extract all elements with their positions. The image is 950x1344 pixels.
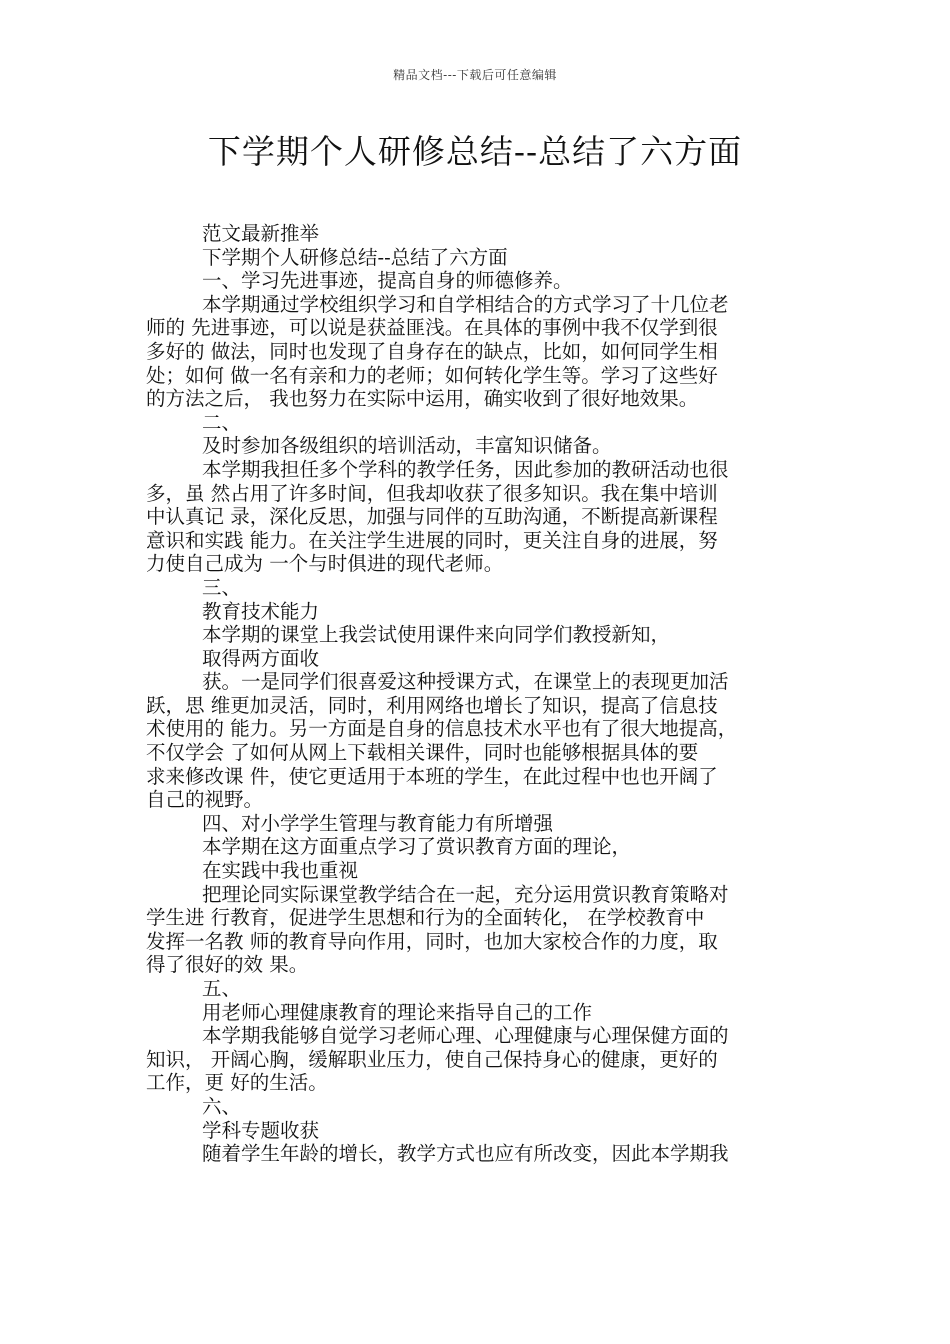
document-body [146, 222, 808, 1166]
body-line: 范文最新推举 [202, 222, 320, 245]
body-line: 处；如何 做一名有亲和力的老师；如何转化学生等。学习了这些好 [146, 363, 718, 387]
header-note: 精品文档---下载后可任意编辑 [393, 68, 557, 82]
body-line: 跃，思 维更加灵活，同时，利用网络也增长了知识，提高了信息技 [146, 693, 718, 717]
body-line: 三、 [202, 575, 242, 599]
body-line: 教育技术能力 [202, 599, 320, 623]
body-line: 用老师心理健康教育的理论来指导自己的工作 [202, 1000, 593, 1024]
body-line: 本学期我能够自觉学习老师心理、心理健康与心理保健方面的 [202, 1024, 729, 1048]
body-line: 的方法之后， 我也努力在实际中运用，确实收到了很好地效果。 [146, 387, 699, 411]
body-line: 二、 [202, 410, 242, 434]
body-line: 在实践中我也重视 [202, 859, 359, 883]
body-line: 一、学习先进事迹，提高自身的师德修养。 [202, 269, 573, 293]
body-line: 求来修改课 件，使它更适用于本班的学生，在此过程中也也开阔了 [146, 764, 718, 788]
body-line: 获。一是同学们很喜爱这种授课方式，在课堂上的表现更加活 [202, 670, 729, 694]
document-title: 下学期个人研修总结--总结了六方面 [207, 132, 743, 171]
body-line: 本学期通过学校组织学习和自学相结合的方式学习了十几位老 [202, 292, 729, 316]
body-line: 本学期在这方面重点学习了赏识教育方面的理论， [202, 835, 632, 859]
body-line: 多好的 做法，同时也发现了自身存在的缺点，比如，如何同学生相 [146, 339, 718, 363]
body-line: 随着学生年龄的增长，教学方式也应有所改变，因此本学期我 [202, 1142, 729, 1166]
body-line: 发挥一名教 师的教育导向作用，同时，也加大家校合作的力度，取 [146, 929, 718, 953]
body-line: 自己的视野。 [146, 788, 264, 812]
body-line: 及时参加各级组织的培训活动，丰富知识储备。 [202, 434, 612, 458]
body-line: 学生进 行教育，促进学生思想和行为的全面转化， 在学校教育中 [146, 906, 705, 930]
body-line: 五、 [202, 977, 242, 1000]
body-line: 下学期个人研修总结--总结了六方面 [202, 245, 508, 269]
body-line: 知识， 开阔心胸，缓解职业压力，使自己保持身心的健康，更好的 [146, 1047, 718, 1071]
body-line: 术使用的 能力。另一方面是自身的信息技术水平也有了很大地提高， [146, 717, 738, 741]
body-line: 把理论同实际课堂教学结合在一起，充分运用赏识教育策略对 [202, 882, 729, 906]
body-line: 不仅学会 了如何从网上下载相关课件，同时也能够根据具体的要 [146, 741, 699, 765]
body-line: 本学期我担任多个学科的教学任务，因此参加的教研活动也很 [202, 457, 729, 481]
body-line: 师的 先进事迹，可以说是获益匪浅。在具体的事例中我不仅学到很 [146, 316, 718, 340]
body-line: 中认真记 录，深化反思，加强与同伴的互助沟通，不断提高新课程 [146, 505, 718, 529]
body-line: 意识和实践 能力。在关注学生进展的同时，更关注自身的进展，努 [146, 528, 718, 552]
body-line: 工作，更 好的生活。 [146, 1071, 328, 1095]
body-line: 学科专题收获 [202, 1118, 320, 1142]
body-line: 多，虽 然占用了许多时间，但我却收获了很多知识。我在集中培训 [146, 481, 718, 505]
body-line: 力使自己成为 一个与时俱进的现代老师。 [146, 552, 504, 576]
body-line: 六、 [202, 1094, 242, 1118]
body-line: 得了很好的效 果。 [146, 953, 309, 977]
body-line: 本学期的课堂上我尝试使用课件来向同学们教授新知， [202, 623, 671, 647]
body-line: 四、对小学学生管理与教育能力有所增强 [202, 811, 554, 835]
body-line: 取得两方面收 [202, 646, 320, 670]
